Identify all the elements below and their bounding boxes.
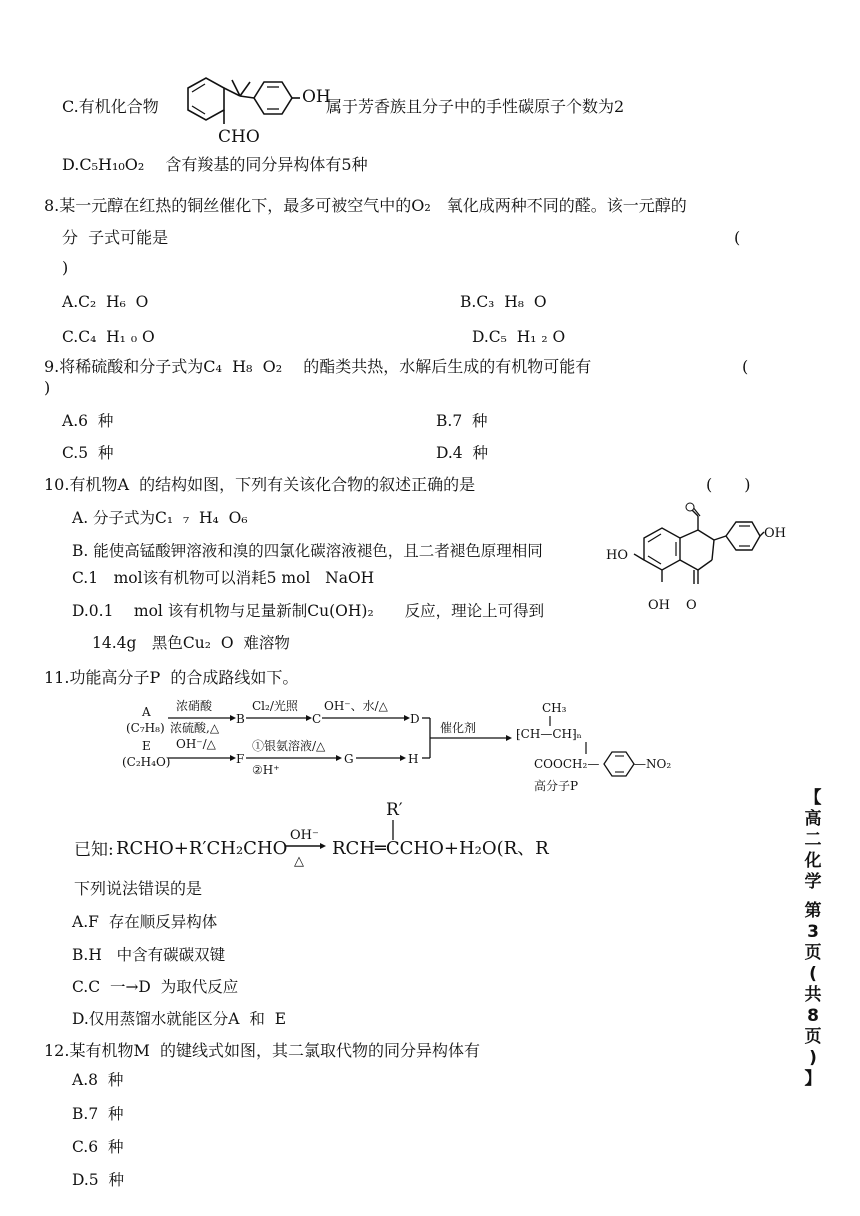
route-p-ester: COOCH₂—: [534, 757, 600, 771]
q11-ask: 下列说法错误的是: [74, 879, 203, 898]
q10-stem: 10.有机物A 的结构如图，下列有关该化合物的叙述正确的是: [44, 475, 476, 494]
route-c: C: [312, 712, 322, 726]
route-a-formula: (C₇H₈): [126, 721, 165, 735]
q11-known-arrow-bottom: △: [294, 854, 304, 869]
q9-option-b: B.7 种: [436, 412, 488, 430]
route-p-ch3: CH₃: [542, 701, 567, 715]
q8-option-c: C.C₄ H₁ ₀ O: [62, 328, 155, 346]
route-r5-top: ①银氨溶液/△: [252, 739, 326, 753]
q12-option-a: A.8 种: [72, 1071, 124, 1089]
q11-known-arrow-top: OH⁻: [290, 828, 319, 843]
q10-paren: ( ): [706, 475, 751, 494]
q7-option-c-prefix: C.有机化合物: [62, 97, 159, 116]
side-char: 】: [804, 1069, 822, 1089]
route-r4-top: OH⁻/△: [176, 737, 216, 751]
route-a: A: [142, 705, 151, 719]
route-e: E: [142, 739, 151, 753]
route-r3-top: OH⁻、水/△: [324, 699, 388, 713]
q10-label-oh-right: OH: [764, 526, 786, 541]
route-p-no2: —NO₂: [634, 757, 672, 771]
q8-stem: 8.某一元醇在红热的铜丝催化下，最多可被空气中的O₂ 氧化成两种不同的醛。该一元醇的: [44, 196, 687, 215]
side-char: [790, 893, 836, 901]
q10-label-ho-left: HO: [606, 548, 628, 563]
q8-stem-line2: 分 子式可能是: [62, 228, 169, 247]
q11-option-d: D.仅用蒸馏水就能区分A 和 E: [72, 1010, 287, 1028]
q9-option-c: C.5 种: [62, 444, 114, 462]
q8-option-b: B.C₃ H₈ O: [460, 293, 547, 311]
q9-option-d: D.4 种: [436, 444, 489, 462]
side-char: 高: [804, 809, 822, 829]
q11-stem: 11.功能高分子P 的合成路线如下。: [44, 668, 299, 687]
q12-option-b: B.7 种: [72, 1105, 124, 1123]
q8-paren-close: ): [62, 258, 69, 277]
q7-option-d: D.C₅H₁₀O₂ 含有羧基的同分异构体有5种: [62, 155, 368, 174]
q11-option-a: A.F 存在顺反异构体: [72, 913, 218, 931]
q10-option-d: D.0.1 mol 该有机物与足量新制Cu(OH)₂ 反应，理论上可得到: [72, 602, 545, 620]
q11-option-c: C.C 一→D 为取代反应: [72, 978, 239, 996]
route-p-label: 高分子P: [534, 779, 579, 793]
q10-option-c: C.1 mol该有机物可以消耗5 mol NaOH: [72, 569, 375, 587]
q12-option-d: D.5 种: [72, 1171, 125, 1189]
q11-known-prefix: 已知:: [74, 840, 114, 860]
route-h: H: [408, 752, 419, 766]
q8-option-a: A.C₂ H₆ O: [62, 293, 149, 311]
q11-option-b: B.H 中含有碳碳双键: [72, 946, 226, 964]
side-char: ): [809, 1048, 817, 1068]
q9-paren-close: ): [44, 378, 51, 397]
side-char: 学: [804, 872, 822, 892]
route-r2-top: Cl₂/光照: [252, 699, 298, 713]
side-char: 共: [804, 985, 822, 1005]
route-r1-bottom: 浓硫酸,△: [170, 721, 220, 735]
q7-option-c-cho: CHO: [218, 127, 260, 147]
side-char: (: [809, 964, 817, 984]
route-r5-bottom: ②H⁺: [252, 763, 280, 777]
route-b: B: [236, 712, 245, 726]
side-char: 第: [804, 901, 822, 921]
q10-label-oh-bottom: OH: [648, 598, 670, 613]
q9-stem: 9.将稀硫酸和分子式为C₄ H₈ O₂ 的酯类共热，水解后生成的有机物可能有: [44, 357, 592, 376]
q10-option-a: A. 分子式为C₁ ₇ H₄ O₆: [72, 509, 248, 527]
q10-label-o-ketone: O: [686, 598, 697, 613]
q11-known-product: RCH═CCHO+H₂O(R、R: [332, 838, 549, 859]
q12-option-c: C.6 种: [72, 1138, 124, 1156]
q8-paren-open: (: [734, 228, 741, 247]
side-char: 【: [804, 788, 822, 808]
side-char: 二: [804, 830, 822, 850]
q11-known-rprime: R′: [386, 800, 403, 820]
side-char: 3: [807, 922, 819, 942]
route-r1-top: 浓硝酸: [176, 699, 213, 713]
route-g: G: [344, 752, 354, 766]
q11-known-arrow: [284, 840, 326, 852]
route-r6-top: 催化剂: [440, 721, 477, 735]
q9-option-a: A.6 种: [62, 412, 114, 430]
q12-stem: 12.某有机物M 的键线式如图，其二氯取代物的同分异构体有: [44, 1041, 481, 1060]
page-number-side-label: [790, 788, 836, 1090]
side-char: 页: [804, 1027, 822, 1047]
side-char: 页: [804, 943, 822, 963]
side-char: 化: [804, 851, 822, 871]
route-f: F: [236, 752, 245, 766]
route-e-formula: (C₂H₄O): [122, 755, 171, 769]
route-d: D: [410, 712, 420, 726]
q8-option-d: D.C₅ H₁ ₂ O: [472, 328, 566, 346]
q10-option-b: B. 能使高锰酸钾溶液和溴的四氯化碳溶液褪色，且二者褪色原理相同: [72, 542, 543, 560]
q11-known-equation: RCHO+R′CH₂CHO: [116, 838, 288, 859]
q10-option-d-line2: 14.4g 黑色Cu₂ O 难溶物: [92, 634, 290, 652]
route-p-chain: ⁅CH—CH⁆ₙ: [516, 727, 582, 741]
side-char: 8: [807, 1006, 819, 1026]
q9-paren-open: (: [742, 357, 749, 376]
q7-option-c-oh: OH: [302, 87, 331, 107]
q7-option-c-suffix: 属于芳香族且分子中的手性碳原子个数为2: [326, 97, 625, 116]
q11-synthesis-route: [110, 696, 710, 796]
